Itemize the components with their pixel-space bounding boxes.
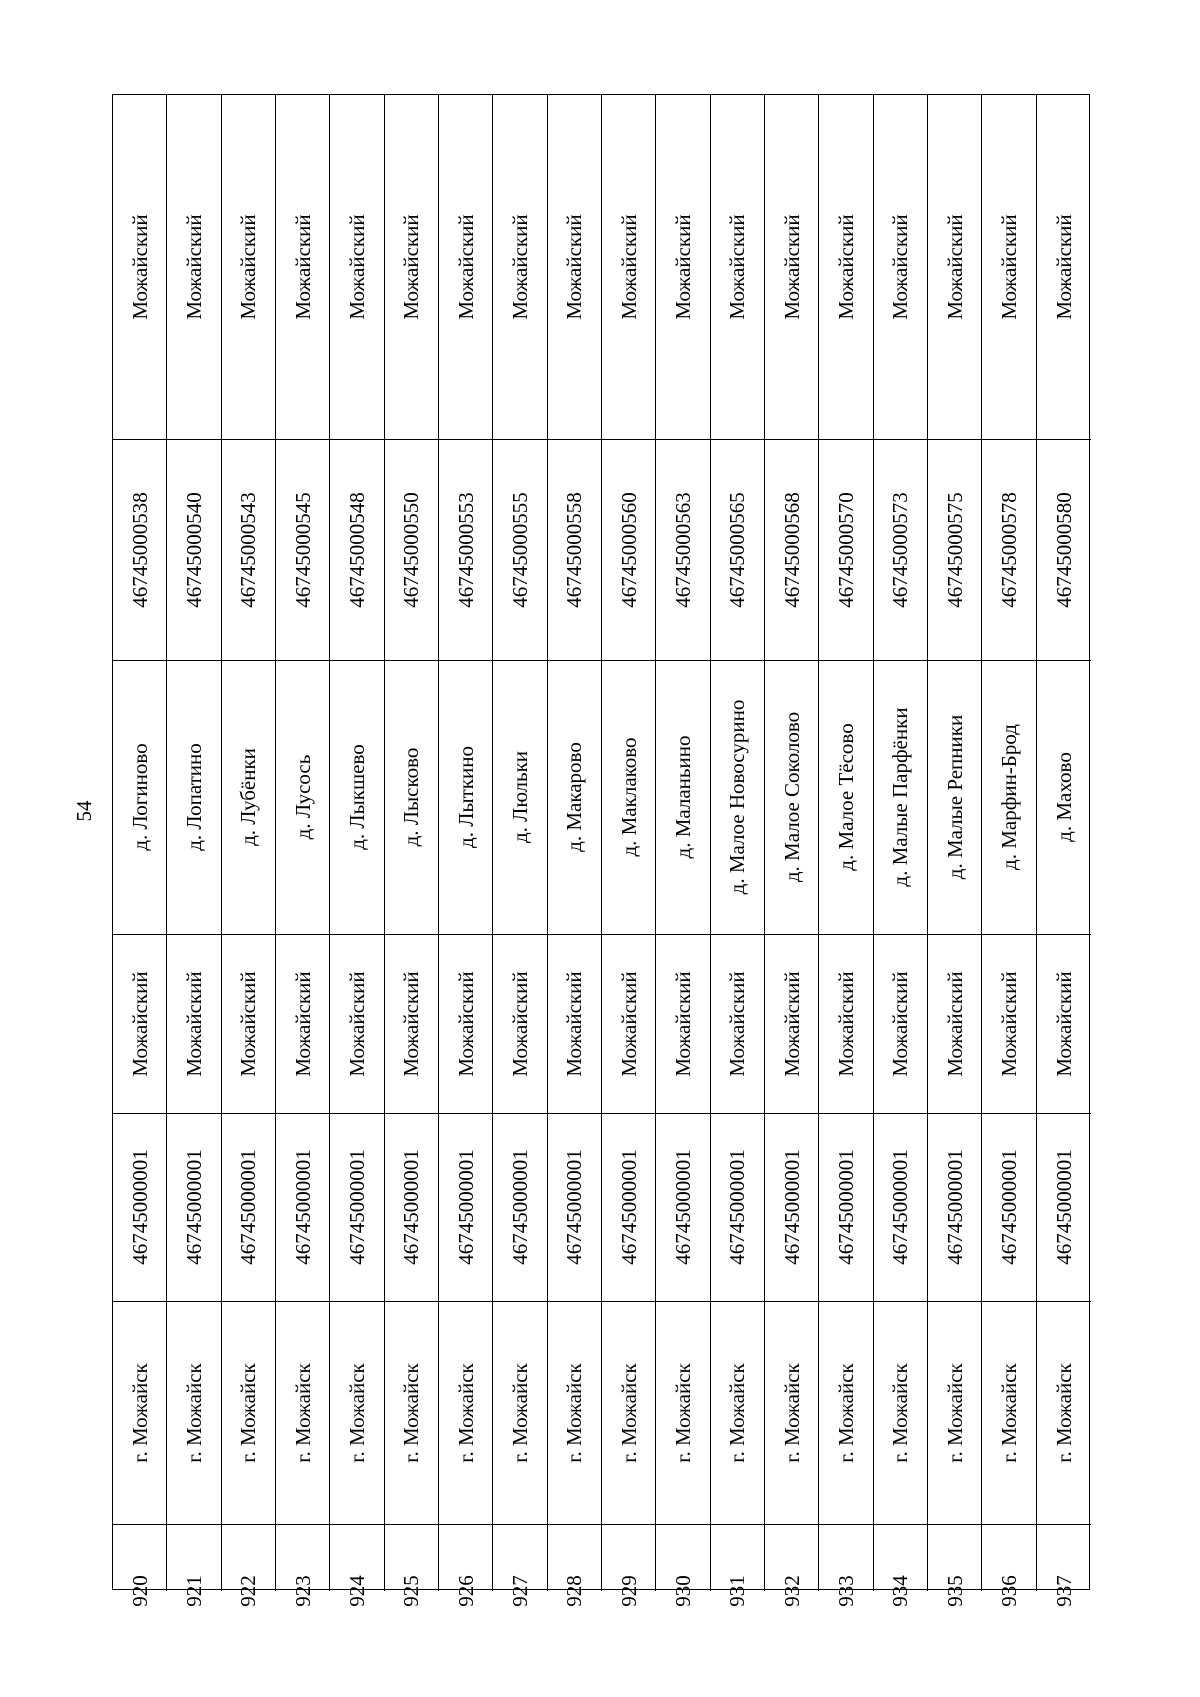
- city-text: г. Можайск: [290, 1363, 315, 1463]
- admin-district-text: Можайский: [996, 971, 1021, 1077]
- district-cell: [819, 95, 872, 440]
- admin-district-cell: [385, 935, 438, 1114]
- admin-code-cell: [493, 1114, 546, 1302]
- district-cell: [548, 95, 601, 440]
- row-number-cell: [439, 1525, 492, 1607]
- admin-code-cell: [765, 1114, 818, 1302]
- city-cell: [222, 1302, 275, 1525]
- locality-cell: [385, 661, 438, 935]
- admin-code-cell: [548, 1114, 601, 1302]
- admin-code-cell: [1037, 1114, 1091, 1302]
- okato-code-text: 46745000563: [670, 492, 695, 609]
- district-text: Можайский: [344, 214, 369, 320]
- admin-code-text: 46745000001: [779, 1149, 804, 1266]
- row-number-cell: [982, 1525, 1035, 1607]
- row-number-text: 921: [181, 1575, 206, 1607]
- page-number: 54: [72, 800, 96, 822]
- row-number-text: 922: [236, 1575, 261, 1607]
- locality-text: д. Лыкшево: [344, 744, 369, 851]
- admin-code-text: 46745000001: [616, 1149, 641, 1266]
- district-text: Можайский: [1051, 214, 1076, 320]
- district-cell: [711, 95, 764, 440]
- row-number-text: 935: [942, 1575, 967, 1607]
- table-row: [167, 95, 221, 1607]
- district-cell: [113, 95, 166, 440]
- row-number-cell: [167, 1525, 220, 1607]
- locality-cell: [982, 661, 1035, 935]
- admin-code-text: 46745000001: [996, 1149, 1021, 1266]
- okato-code-cell: [602, 440, 655, 661]
- locality-text: д. Марфин-Брод: [996, 724, 1021, 871]
- okato-code-cell: [928, 440, 981, 661]
- admin-code-text: 46745000001: [670, 1149, 695, 1266]
- admin-code-text: 46745000001: [453, 1149, 478, 1266]
- admin-code-text: 46745000001: [833, 1149, 858, 1266]
- city-cell: [602, 1302, 655, 1525]
- okato-code-cell: [548, 440, 601, 661]
- admin-district-cell: [113, 935, 166, 1114]
- table-row: [982, 95, 1036, 1607]
- row-number-text: 920: [127, 1575, 152, 1607]
- row-number-text: 928: [562, 1575, 587, 1607]
- admin-code-text: 46745000001: [236, 1149, 261, 1266]
- okato-code-text: 46745000543: [236, 492, 261, 609]
- okato-code-cell: [330, 440, 383, 661]
- city-text: г. Можайск: [1051, 1363, 1076, 1463]
- locality-cell: [1037, 661, 1091, 935]
- okato-code-cell: [113, 440, 166, 661]
- district-text: Можайский: [290, 214, 315, 320]
- admin-code-text: 46745000001: [344, 1149, 369, 1266]
- city-text: г. Можайск: [833, 1363, 858, 1463]
- admin-district-text: Можайский: [833, 971, 858, 1077]
- table-row: [656, 95, 710, 1607]
- admin-district-text: Можайский: [181, 971, 206, 1077]
- admin-district-cell: [548, 935, 601, 1114]
- okato-code-cell: [765, 440, 818, 661]
- city-text: г. Можайск: [670, 1363, 695, 1463]
- locality-text: д. Лопатино: [181, 743, 206, 852]
- city-cell: [548, 1302, 601, 1525]
- admin-code-text: 46745000001: [562, 1149, 587, 1266]
- row-number-cell: [493, 1525, 546, 1607]
- district-cell: [222, 95, 275, 440]
- table-row: [874, 95, 928, 1607]
- city-text: г. Можайск: [888, 1363, 913, 1463]
- admin-code-cell: [113, 1114, 166, 1302]
- district-text: Можайский: [779, 214, 804, 320]
- city-cell: [493, 1302, 546, 1525]
- district-cell: [765, 95, 818, 440]
- district-cell: [874, 95, 927, 440]
- admin-district-cell: [167, 935, 220, 1114]
- okato-code-text: 46745000573: [888, 492, 913, 609]
- locality-text: д. Макарово: [562, 742, 587, 853]
- admin-district-cell: [928, 935, 981, 1114]
- city-text: г. Можайск: [181, 1363, 206, 1463]
- city-text: г. Можайск: [453, 1363, 478, 1463]
- locality-cell: [439, 661, 492, 935]
- admin-district-text: Можайский: [290, 971, 315, 1077]
- row-number-cell: [819, 1525, 872, 1607]
- admin-code-text: 46745000001: [1051, 1149, 1076, 1266]
- district-text: Можайский: [670, 214, 695, 320]
- row-number-text: 923: [290, 1575, 315, 1607]
- admin-district-text: Можайский: [888, 971, 913, 1077]
- locality-text: д. Малое Новосурино: [725, 700, 750, 895]
- locality-cell: [167, 661, 220, 935]
- row-number-cell: [113, 1525, 166, 1607]
- city-cell: [330, 1302, 383, 1525]
- city-text: г. Можайск: [399, 1363, 424, 1463]
- admin-code-cell: [167, 1114, 220, 1302]
- table-row: [928, 95, 982, 1607]
- city-text: г. Можайск: [942, 1363, 967, 1463]
- admin-code-cell: [439, 1114, 492, 1302]
- okato-code-cell: [819, 440, 872, 661]
- row-number-cell: [548, 1525, 601, 1607]
- admin-district-text: Можайский: [562, 971, 587, 1077]
- row-number-cell: [602, 1525, 655, 1607]
- admin-district-cell: [1037, 935, 1091, 1114]
- city-cell: [1037, 1302, 1091, 1525]
- admin-code-text: 46745000001: [181, 1149, 206, 1266]
- district-text: Можайский: [942, 214, 967, 320]
- locality-cell: [928, 661, 981, 935]
- admin-district-text: Можайский: [670, 971, 695, 1077]
- row-number-cell: [1037, 1525, 1091, 1607]
- admin-district-text: Можайский: [453, 971, 478, 1077]
- admin-code-text: 46745000001: [507, 1149, 532, 1266]
- locality-cell: [765, 661, 818, 935]
- admin-code-cell: [982, 1114, 1035, 1302]
- table-row: [548, 95, 602, 1607]
- row-number-text: 926: [453, 1575, 478, 1607]
- admin-district-text: Можайский: [725, 971, 750, 1077]
- district-text: Можайский: [399, 214, 424, 320]
- locality-cell: [113, 661, 166, 935]
- district-cell: [439, 95, 492, 440]
- admin-code-cell: [602, 1114, 655, 1302]
- row-number-cell: [656, 1525, 709, 1607]
- district-cell: [330, 95, 383, 440]
- admin-district-cell: [222, 935, 275, 1114]
- row-number-text: 933: [833, 1575, 858, 1607]
- okato-code-cell: [1037, 440, 1091, 661]
- city-cell: [928, 1302, 981, 1525]
- locality-cell: [330, 661, 383, 935]
- okato-code-text: 46745000560: [616, 492, 641, 609]
- district-text: Можайский: [996, 214, 1021, 320]
- locality-text: д. Малое Соколово: [779, 712, 804, 883]
- locality-text: д. Лысково: [399, 748, 424, 847]
- okato-code-text: 46745000545: [290, 492, 315, 609]
- admin-district-text: Можайский: [1051, 971, 1076, 1077]
- admin-district-text: Можайский: [236, 971, 261, 1077]
- admin-code-cell: [819, 1114, 872, 1302]
- table-row: [113, 95, 167, 1607]
- locality-text: д. Маклаково: [616, 737, 641, 857]
- locality-text: д. Малые Парфёнки: [888, 707, 913, 887]
- district-text: Можайский: [616, 214, 641, 320]
- admin-district-text: Можайский: [616, 971, 641, 1077]
- row-number-cell: [222, 1525, 275, 1607]
- admin-district-cell: [656, 935, 709, 1114]
- admin-code-cell: [222, 1114, 275, 1302]
- city-cell: [276, 1302, 329, 1525]
- district-cell: [928, 95, 981, 440]
- admin-code-text: 46745000001: [725, 1149, 750, 1266]
- city-text: г. Можайск: [562, 1363, 587, 1463]
- locality-cell: [493, 661, 546, 935]
- okato-code-cell: [656, 440, 709, 661]
- row-number-text: 929: [616, 1575, 641, 1607]
- row-number-cell: [928, 1525, 981, 1607]
- district-cell: [1037, 95, 1091, 440]
- okato-code-text: 46745000568: [779, 492, 804, 609]
- city-cell: [113, 1302, 166, 1525]
- row-number-cell: [711, 1525, 764, 1607]
- locality-text: д. Лубёнки: [236, 748, 261, 847]
- okato-code-text: 46745000555: [507, 492, 532, 609]
- city-cell: [385, 1302, 438, 1525]
- district-text: Можайский: [725, 214, 750, 320]
- admin-code-cell: [874, 1114, 927, 1302]
- city-cell: [765, 1302, 818, 1525]
- locality-text: д. Маланьино: [670, 735, 695, 859]
- row-number-cell: [276, 1525, 329, 1607]
- okato-code-text: 46745000550: [399, 492, 424, 609]
- city-cell: [711, 1302, 764, 1525]
- row-number-text: 930: [670, 1575, 695, 1607]
- okato-code-text: 46745000553: [453, 492, 478, 609]
- locality-cell: [874, 661, 927, 935]
- locality-cell: [276, 661, 329, 935]
- admin-district-text: Можайский: [399, 971, 424, 1077]
- okato-code-text: 46745000565: [725, 492, 750, 609]
- table-row: [493, 95, 547, 1607]
- admin-district-text: Можайский: [779, 971, 804, 1077]
- admin-code-cell: [928, 1114, 981, 1302]
- okato-code-cell: [276, 440, 329, 661]
- district-cell: [276, 95, 329, 440]
- locality-text: д. Махово: [1051, 752, 1076, 843]
- admin-code-cell: [330, 1114, 383, 1302]
- city-text: г. Можайск: [779, 1363, 804, 1463]
- okato-code-cell: [385, 440, 438, 661]
- okato-code-text: 46745000578: [996, 492, 1021, 609]
- row-number-text: 932: [779, 1575, 804, 1607]
- district-cell: [167, 95, 220, 440]
- table-row: [765, 95, 819, 1607]
- okato-code-cell: [222, 440, 275, 661]
- district-cell: [493, 95, 546, 440]
- locality-cell: [711, 661, 764, 935]
- admin-district-cell: [711, 935, 764, 1114]
- row-number-cell: [385, 1525, 438, 1607]
- okato-code-text: 46745000548: [344, 492, 369, 609]
- district-text: Можайский: [181, 214, 206, 320]
- row-number-text: 927: [507, 1575, 532, 1607]
- row-number-cell: [765, 1525, 818, 1607]
- district-text: Можайский: [888, 214, 913, 320]
- locality-text: д. Лусось: [290, 755, 315, 840]
- district-text: Можайский: [127, 214, 152, 320]
- admin-district-cell: [874, 935, 927, 1114]
- table-row: [222, 95, 276, 1607]
- locality-text: д. Малое Тёсово: [833, 723, 858, 872]
- row-number-text: 925: [399, 1575, 424, 1607]
- locality-cell: [656, 661, 709, 935]
- city-cell: [819, 1302, 872, 1525]
- admin-district-cell: [819, 935, 872, 1114]
- row-number-cell: [330, 1525, 383, 1607]
- locality-cell: [222, 661, 275, 935]
- district-cell: [602, 95, 655, 440]
- city-text: г. Можайск: [996, 1363, 1021, 1463]
- admin-district-cell: [493, 935, 546, 1114]
- city-cell: [656, 1302, 709, 1525]
- admin-district-cell: [330, 935, 383, 1114]
- locality-cell: [548, 661, 601, 935]
- locality-text: д. Логиново: [127, 743, 152, 852]
- table-row: [819, 95, 873, 1607]
- admin-district-text: Можайский: [344, 971, 369, 1077]
- row-number-text: 924: [344, 1575, 369, 1607]
- admin-code-text: 46745000001: [290, 1149, 315, 1266]
- admin-district-cell: [982, 935, 1035, 1114]
- row-number-text: 934: [888, 1575, 913, 1607]
- locality-cell: [602, 661, 655, 935]
- row-number-text: 936: [996, 1575, 1021, 1607]
- district-text: Можайский: [453, 214, 478, 320]
- row-number-text: 937: [1051, 1575, 1076, 1607]
- district-cell: [656, 95, 709, 440]
- district-cell: [982, 95, 1035, 440]
- table-row: [1037, 95, 1091, 1607]
- row-number-text: 931: [725, 1575, 750, 1607]
- admin-district-cell: [276, 935, 329, 1114]
- admin-district-cell: [439, 935, 492, 1114]
- admin-code-text: 46745000001: [399, 1149, 424, 1266]
- table-row: [385, 95, 439, 1607]
- district-cell: [385, 95, 438, 440]
- city-text: г. Можайск: [236, 1363, 261, 1463]
- admin-district-text: Можайский: [507, 971, 532, 1077]
- settlements-table: [112, 94, 1090, 1607]
- city-text: г. Можайск: [344, 1363, 369, 1463]
- locality-text: д. Люльки: [507, 751, 532, 844]
- city-text: г. Можайск: [616, 1363, 641, 1463]
- district-text: Можайский: [833, 214, 858, 320]
- admin-code-text: 46745000001: [127, 1149, 152, 1266]
- table-row: [711, 95, 765, 1607]
- okato-code-cell: [167, 440, 220, 661]
- city-cell: [439, 1302, 492, 1525]
- okato-code-cell: [874, 440, 927, 661]
- district-text: Можайский: [236, 214, 261, 320]
- admin-code-cell: [656, 1114, 709, 1302]
- table-row: [330, 95, 384, 1607]
- city-cell: [167, 1302, 220, 1525]
- admin-district-text: Можайский: [942, 971, 967, 1077]
- row-number-cell: [874, 1525, 927, 1607]
- okato-code-cell: [439, 440, 492, 661]
- okato-code-cell: [982, 440, 1035, 661]
- table-row: [276, 95, 330, 1607]
- okato-code-text: 46745000570: [833, 492, 858, 609]
- city-text: г. Можайск: [725, 1363, 750, 1463]
- okato-code-text: 46745000538: [127, 492, 152, 609]
- admin-code-cell: [385, 1114, 438, 1302]
- table-row: [439, 95, 493, 1607]
- city-cell: [874, 1302, 927, 1525]
- city-text: г. Можайск: [127, 1363, 152, 1463]
- locality-cell: [819, 661, 872, 935]
- district-text: Можайский: [562, 214, 587, 320]
- okato-code-text: 46745000558: [562, 492, 587, 609]
- admin-district-cell: [765, 935, 818, 1114]
- admin-district-cell: [602, 935, 655, 1114]
- admin-code-cell: [711, 1114, 764, 1302]
- district-text: Можайский: [507, 214, 532, 320]
- admin-code-text: 46745000001: [888, 1149, 913, 1266]
- admin-code-text: 46745000001: [942, 1149, 967, 1266]
- okato-code-cell: [711, 440, 764, 661]
- admin-district-text: Можайский: [127, 971, 152, 1077]
- city-cell: [982, 1302, 1035, 1525]
- okato-code-text: 46745000540: [181, 492, 206, 609]
- okato-code-cell: [493, 440, 546, 661]
- okato-code-text: 46745000580: [1051, 492, 1076, 609]
- locality-text: д. Лыткино: [453, 746, 478, 849]
- admin-code-cell: [276, 1114, 329, 1302]
- city-text: г. Можайск: [507, 1363, 532, 1463]
- okato-code-text: 46745000575: [942, 492, 967, 609]
- table-row: [602, 95, 656, 1607]
- locality-text: д. Малые Репники: [942, 715, 967, 880]
